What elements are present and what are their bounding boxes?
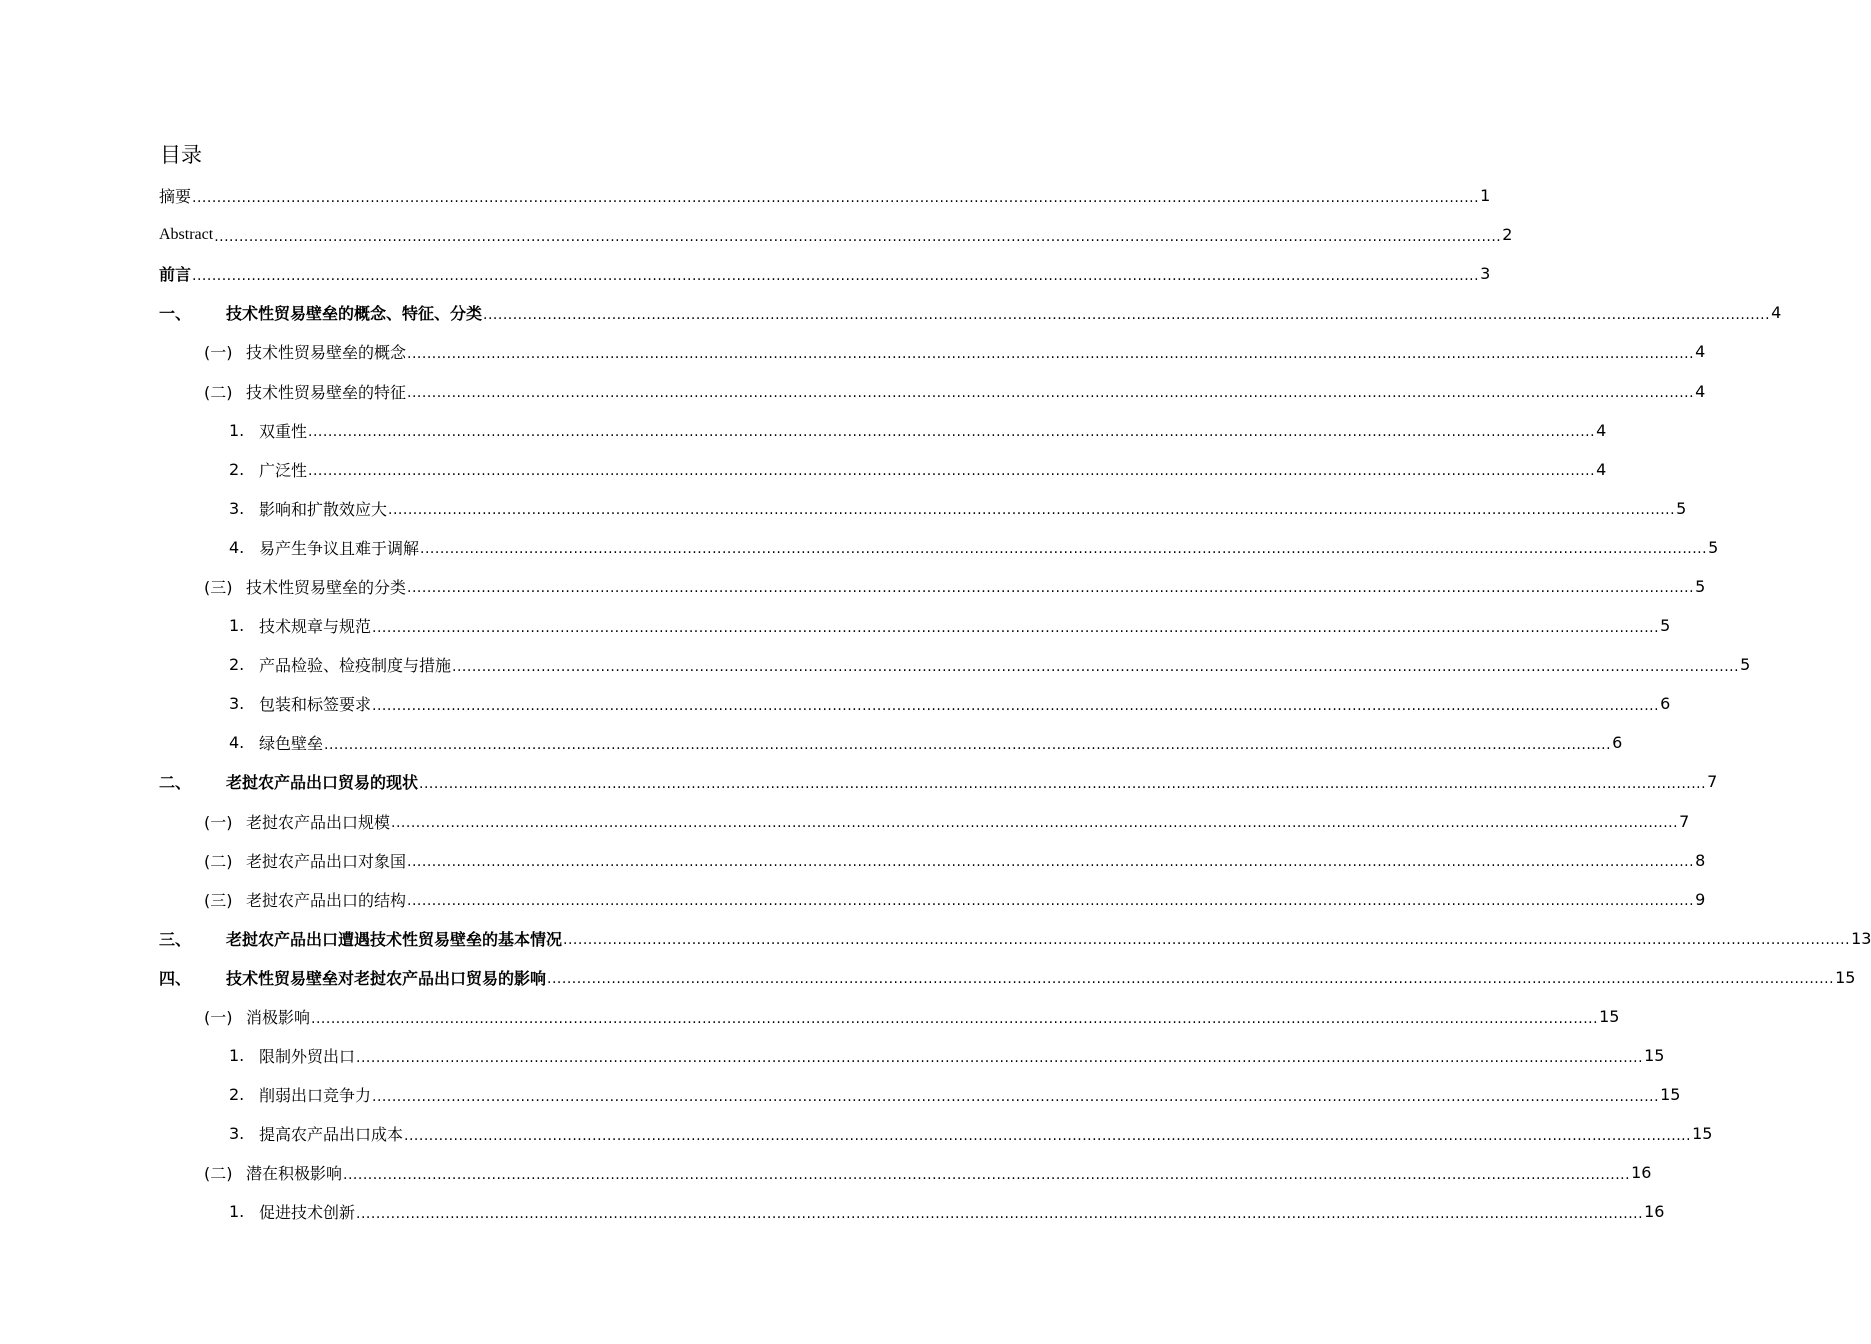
toc-entry-number: 四、 <box>159 968 192 988</box>
toc-entry-page-number: 5 <box>1695 576 1706 596</box>
toc-entry-label: 易产生争议且难于调解 <box>259 538 420 558</box>
toc-entry-label: 老挝农产品出口遭遇技术性贸易壁垒的基本情况 <box>226 929 563 949</box>
toc-entry-page-number: 8 <box>1695 850 1706 870</box>
toc-entry[interactable] <box>0 567 1706 606</box>
toc-entry-text <box>229 692 371 715</box>
toc-entry[interactable] <box>0 293 1782 332</box>
table-of-contents <box>0 176 1871 1232</box>
dot-leader: .................................................................................................................................................................................................................................................................... <box>372 697 1660 714</box>
toc-entry-number: 4. <box>229 537 245 557</box>
toc-entry-label: 老挝农产品出口贸易的现状 <box>226 773 419 793</box>
toc-entry-page-number: 5 <box>1660 616 1671 636</box>
toc-entry[interactable] <box>0 215 1513 254</box>
toc-entry-number: 1. <box>229 1046 245 1066</box>
toc-entry-label: 削弱出口竞争力 <box>259 1086 372 1106</box>
toc-entry[interactable] <box>0 254 1491 293</box>
dot-leader: .................................................................................................................................................................................................................................................................... <box>391 815 1679 832</box>
toc-entry-text <box>229 536 419 559</box>
toc-entry-label: 技术性贸易壁垒的特征 <box>246 382 407 402</box>
toc-entry-page-number: 5 <box>1676 498 1687 518</box>
toc-entry-text <box>159 184 191 207</box>
toc-entry[interactable] <box>0 997 1620 1036</box>
toc-entry-page-number: 15 <box>1835 967 1856 987</box>
dot-leader: .................................................................................................................................................................................................................................................................... <box>407 385 1695 402</box>
dot-leader: .................................................................................................................................................................................................................................................................... <box>407 580 1695 597</box>
toc-entry-number: (一) <box>204 343 233 363</box>
toc-entry-number: 2. <box>229 459 245 479</box>
toc-entry[interactable] <box>0 1075 1681 1114</box>
dot-leader: .................................................................................................................................................................................................................................................................... <box>372 619 1660 636</box>
toc-entry-page-number: 5 <box>1708 537 1719 557</box>
toc-entry-label: 技术性贸易壁垒的分类 <box>246 577 407 597</box>
toc-entry-label: 产品检验、检疫制度与措施 <box>259 656 452 676</box>
toc-entry-text <box>229 497 387 520</box>
dot-leader: .................................................................................................................................................................................................................................................................... <box>563 932 1851 949</box>
toc-entry-label: 双重性 <box>259 421 308 441</box>
toc-entry-label: 技术性贸易壁垒对老挝农产品出口贸易的影响 <box>226 968 547 988</box>
toc-entry-number: (二) <box>204 851 233 871</box>
toc-entry-text <box>229 1200 355 1223</box>
toc-entry[interactable] <box>0 1036 1665 1075</box>
toc-entry-label: Abstract <box>159 225 214 243</box>
toc-entry-number: (一) <box>204 1008 233 1028</box>
dot-leader: .................................................................................................................................................................................................................................................................... <box>407 893 1695 910</box>
toc-entry-number: 1. <box>229 1202 245 1222</box>
toc-entry-label: 技术规章与规范 <box>259 617 372 637</box>
toc-entry-label: 提高农产品出口成本 <box>259 1125 404 1145</box>
toc-entry[interactable] <box>0 489 1687 528</box>
toc-entry-label: 绿色壁垒 <box>259 734 324 754</box>
toc-entry-number: (三) <box>204 577 233 597</box>
toc-entry-label: 前言 <box>159 265 192 285</box>
toc-entry[interactable] <box>0 762 1718 801</box>
toc-entry-number: (三) <box>204 890 233 910</box>
toc-entry-page-number: 9 <box>1695 889 1706 909</box>
toc-entry-page-number: 4 <box>1596 459 1607 479</box>
toc-entry-number: 2. <box>229 1085 245 1105</box>
toc-entry[interactable] <box>0 880 1706 919</box>
toc-entry-label: 潜在积极影响 <box>246 1164 343 1184</box>
toc-entry-text <box>159 927 562 950</box>
toc-entry-label: 消极影响 <box>246 1008 311 1028</box>
toc-entry-text <box>159 966 546 989</box>
toc-entry-page-number: 15 <box>1660 1085 1681 1105</box>
toc-entry-page-number: 4 <box>1695 342 1706 362</box>
toc-entry-page-number: 7 <box>1707 772 1718 792</box>
toc-entry[interactable] <box>0 645 1751 684</box>
toc-entry-text <box>229 1044 355 1067</box>
toc-entry[interactable] <box>0 841 1706 880</box>
dot-leader: .................................................................................................................................................................................................................................................................... <box>192 189 1480 206</box>
toc-entry-label: 老挝农产品出口对象国 <box>246 851 407 871</box>
dot-leader: .................................................................................................................................................................................................................................................................... <box>547 971 1835 988</box>
toc-entry-page-number: 16 <box>1631 1163 1652 1183</box>
dot-leader: .................................................................................................................................................................................................................................................................... <box>404 1127 1692 1144</box>
toc-entry-text <box>229 1122 403 1145</box>
dot-leader: .................................................................................................................................................................................................................................................................... <box>192 267 1480 284</box>
toc-entry-text <box>229 614 371 637</box>
toc-entry-page-number: 3 <box>1480 264 1491 284</box>
toc-entry-text <box>229 1083 371 1106</box>
toc-entry-text <box>229 419 307 442</box>
dot-leader: .................................................................................................................................................................................................................................................................... <box>343 1166 1631 1183</box>
toc-entry-label: 限制外贸出口 <box>259 1047 356 1067</box>
toc-entry[interactable] <box>0 450 1607 489</box>
toc-entry-page-number: 15 <box>1644 1046 1665 1066</box>
toc-entry-text <box>204 340 406 363</box>
toc-entry-label: 促进技术创新 <box>259 1203 356 1223</box>
dot-leader: .................................................................................................................................................................................................................................................................... <box>372 1088 1660 1105</box>
toc-entry[interactable] <box>0 528 1719 567</box>
toc-entry-number: 3. <box>229 694 245 714</box>
toc-entry-text <box>204 888 406 911</box>
toc-entry-label: 老挝农产品出口的结构 <box>246 890 407 910</box>
toc-entry-number: (二) <box>204 1164 233 1184</box>
toc-entry-text <box>204 575 406 598</box>
toc-entry-number: (二) <box>204 382 233 402</box>
toc-entry-number: 1. <box>229 420 245 440</box>
toc-entry-text <box>159 301 482 324</box>
dot-leader: .................................................................................................................................................................................................................................................................... <box>420 541 1708 558</box>
toc-entry-text <box>204 849 406 872</box>
dot-leader: .................................................................................................................................................................................................................................................................... <box>356 1049 1644 1066</box>
toc-entry-number: 三、 <box>159 929 192 949</box>
toc-entry-label: 包装和标签要求 <box>259 695 372 715</box>
toc-entry[interactable] <box>0 723 1623 762</box>
toc-entry-text <box>159 770 418 793</box>
toc-entry-number: 4. <box>229 733 245 753</box>
toc-entry-text <box>204 1161 342 1184</box>
toc-entry-label: 技术性贸易壁垒的概念、特征、分类 <box>226 304 483 324</box>
dot-leader: .................................................................................................................................................................................................................................................................... <box>483 306 1771 323</box>
toc-entry[interactable] <box>0 332 1706 371</box>
toc-entry-page-number: 2 <box>1502 225 1513 245</box>
toc-entry-page-number: 4 <box>1771 303 1782 323</box>
toc-entry-number: (一) <box>204 812 233 832</box>
toc-entry-page-number: 6 <box>1660 694 1671 714</box>
toc-entry-text <box>159 262 191 285</box>
toc-entry-page-number: 13 <box>1851 928 1871 948</box>
toc-entry-number: 1. <box>229 616 245 636</box>
toc-entry-text <box>204 810 390 833</box>
toc-entry-page-number: 6 <box>1612 733 1623 753</box>
dot-leader: .................................................................................................................................................................................................................................................................... <box>388 502 1676 519</box>
toc-entry-page-number: 7 <box>1679 811 1690 831</box>
toc-title: 目录 <box>160 143 202 167</box>
toc-entry[interactable] <box>0 802 1690 841</box>
toc-entry-label: 广泛性 <box>259 460 308 480</box>
toc-entry[interactable] <box>0 1114 1713 1153</box>
dot-leader: .................................................................................................................................................................................................................................................................... <box>308 463 1596 480</box>
toc-entry-page-number: 5 <box>1740 655 1751 675</box>
toc-entry-text <box>159 226 213 244</box>
toc-entry-label: 影响和扩散效应大 <box>259 499 388 519</box>
toc-entry-text <box>229 653 451 676</box>
dot-leader: .................................................................................................................................................................................................................................................................... <box>308 424 1596 441</box>
toc-entry-page-number: 4 <box>1695 381 1706 401</box>
toc-entry[interactable] <box>0 606 1671 645</box>
dot-leader: .................................................................................................................................................................................................................................................................... <box>356 1205 1644 1222</box>
toc-entry[interactable] <box>0 958 1856 997</box>
toc-entry-page-number: 16 <box>1644 1202 1665 1222</box>
dot-leader: .................................................................................................................................................................................................................................................................... <box>419 775 1707 792</box>
toc-entry-label: 摘要 <box>159 187 192 207</box>
toc-entry[interactable] <box>0 919 1871 958</box>
toc-entry[interactable] <box>0 684 1671 723</box>
toc-entry-text <box>204 1005 310 1028</box>
toc-entry-number: 3. <box>229 498 245 518</box>
dot-leader: .................................................................................................................................................................................................................................................................... <box>311 1010 1599 1027</box>
toc-entry-text <box>229 458 307 481</box>
toc-entry-number: 一、 <box>159 304 192 324</box>
dot-leader: .................................................................................................................................................................................................................................................................... <box>407 345 1695 362</box>
toc-entry-number: 二、 <box>159 773 192 793</box>
toc-entry-label: 老挝农产品出口规模 <box>246 812 391 832</box>
dot-leader: .................................................................................................................................................................................................................................................................... <box>452 658 1740 675</box>
toc-entry-number: 3. <box>229 1124 245 1144</box>
toc-entry[interactable] <box>0 176 1491 215</box>
toc-entry[interactable] <box>0 411 1607 450</box>
toc-entry-text <box>204 380 406 403</box>
toc-entry-label: 技术性贸易壁垒的概念 <box>246 343 407 363</box>
toc-entry-text <box>229 731 323 754</box>
toc-entry-page-number: 15 <box>1692 1124 1713 1144</box>
toc-entry-page-number: 15 <box>1599 1007 1620 1027</box>
toc-entry-page-number: 1 <box>1480 186 1491 206</box>
toc-entry[interactable] <box>0 1192 1665 1231</box>
toc-entry-number: 2. <box>229 655 245 675</box>
toc-entry[interactable] <box>0 1153 1652 1192</box>
dot-leader: .................................................................................................................................................................................................................................................................... <box>214 228 1502 245</box>
dot-leader: .................................................................................................................................................................................................................................................................... <box>407 854 1695 871</box>
toc-entry[interactable] <box>0 371 1706 410</box>
dot-leader: .................................................................................................................................................................................................................................................................... <box>324 736 1612 753</box>
toc-entry-page-number: 4 <box>1596 420 1607 440</box>
